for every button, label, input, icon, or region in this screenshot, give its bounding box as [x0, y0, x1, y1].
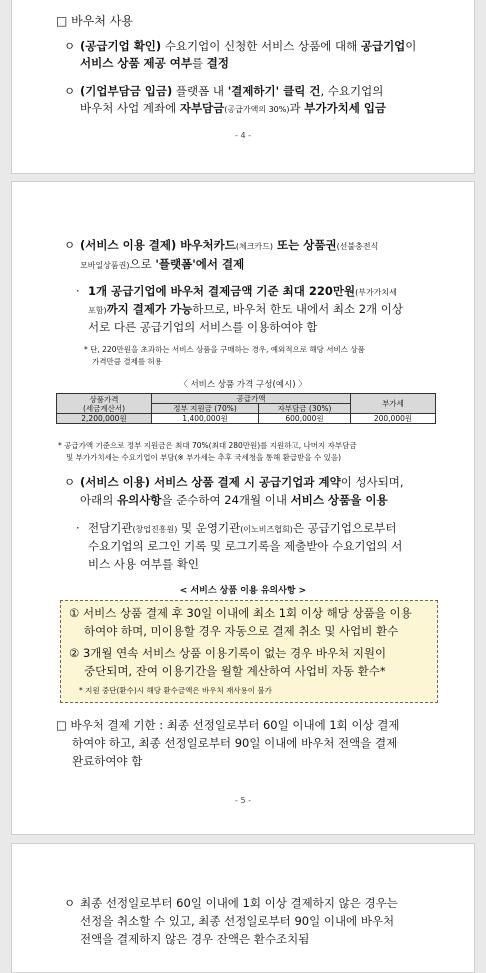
header-vat: 부가세	[351, 394, 436, 414]
bullet-mark: ㅇ	[64, 896, 76, 910]
page-number: - 4 -	[235, 131, 251, 140]
bullet-mark: ㅇ	[64, 238, 76, 252]
document-page-5	[11, 181, 475, 835]
table-caption: 〈 서비스 상품 가격 구성(예시) 〉	[179, 380, 307, 390]
notice-title: < 서비스 상품 이용 유의사항 >	[179, 586, 307, 596]
item-cancel-line3: 전액을 결제하지 않은 경우 잔액은 환수조치됨	[80, 932, 310, 946]
item-supplier-confirm-line2: 서비스 상품 제공 여부를 결정	[80, 56, 229, 70]
item-supplier-confirm-line1: ㅇ (공급기업 확인) 수요기업이 신청한 서비스 상품에 대해 공급기업이	[64, 39, 417, 53]
document-page-4	[11, 0, 475, 174]
sub-log-check-line3: 비스 사용 여부를 확인	[88, 557, 199, 571]
header-supply-value: 공급가액	[152, 394, 351, 404]
sub-payment-limit-line1: · 1개 공급기업에 바우처 결제금액 기준 최대 220만원(부가가치세	[76, 284, 397, 298]
price-composition-table	[56, 393, 436, 424]
sub-log-check-line2: 수요기업의 로그인 기록 및 로그기록을 제출받아 수요기업의 서	[88, 539, 403, 553]
section-payment-deadline-line2: 하여야 하고, 최종 선정일로부터 90일 이내에 바우처 전액을 결제	[72, 736, 398, 750]
item-deposit-line2: 바우처 사업 계좌에 자부담금(공급가액의 30%)과 부가가치세 입금	[80, 101, 387, 115]
note-support-line1: * 공급가액 기준으로 정부 지원금은 최대 70%(최대 280만원)를 지원하고, 나머지 자부담금	[58, 441, 357, 450]
value-vat: 200,000원	[351, 414, 436, 424]
note-support-line2: 및 부가가치세는 수요기업이 부담(※ 부가세는 추후 국세청을 통해 환급받을 수 있음)	[66, 453, 342, 462]
page-number: - 5 -	[235, 796, 251, 805]
item-deposit-line1: ㅇ (기업부담금 입금) 플랫폼 내 '결제하기' 클릭 건, 수요기업의	[64, 84, 384, 98]
notice-box	[60, 600, 438, 703]
value-product-price: 2,200,000원	[57, 414, 152, 424]
value-gov-support: 1,400,000원	[152, 414, 259, 424]
sub-bullet-mark: ·	[76, 284, 80, 298]
bullet-mark: ㅇ	[64, 39, 76, 53]
sub-bullet-mark: ·	[76, 521, 80, 535]
item-service-use-line2: 아래의 유의사항을 준수하여 24개월 이내 서비스 상품을 이용	[80, 493, 388, 507]
header-gov-support: 정부 지원금 (70%)	[152, 404, 259, 414]
sub-payment-limit-line2: 포함)까지 결제가 가능하므로, 바우처 한도 내에서 최소 2개 이상	[88, 302, 404, 316]
section-title-voucher-use: □ 바우처 사용	[56, 14, 133, 28]
header-self-pay: 자부담금 (30%)	[259, 404, 351, 414]
notice-item-2-line2: 중단되며, 잔여 이용기간을 월할 계산하여 사업비 자동 환수*	[84, 664, 386, 678]
item-payment-line1: ㅇ (서비스 이용 결제) 바우처카드(체크카드) 또는 상품권(선불충전식	[64, 238, 379, 252]
note-exception-line1: * 단, 220만원을 초과하는 서비스 상품을 구매하는 경우, 예외적으로 해당 서비스 상품	[84, 345, 365, 354]
header-product-price: 상품가격 (세금계산서)	[57, 394, 152, 414]
notice-footnote: * 지원 중단(환수)시 해당 환수금액은 바우처 재사용이 불가	[79, 686, 272, 695]
value-self-pay: 600,000원	[259, 414, 351, 424]
item-service-use-line1: ㅇ (서비스 이용) 서비스 상품 결제 시 공급기업과 계약이 성사되며,	[64, 475, 404, 489]
notice-item-2-line1: ② 3개월 연속 서비스 상품 이용기록이 없는 경우 바우처 지원이	[69, 646, 387, 660]
item-cancel-line1: ㅇ 최종 선정일로부터 60일 이내에 1회 이상 결제하지 않은 경우는	[64, 896, 398, 910]
note-exception-line2: 가격만큼 결제를 허용	[92, 357, 162, 366]
bullet-mark: ㅇ	[64, 84, 76, 98]
item-payment-line2: 모바일상품권)으로 '플랫폼'에서 결제	[80, 257, 245, 271]
item-cancel-line2: 선정을 취소할 수 있고, 최종 선정일로부터 90일 이내에 바우처	[80, 914, 395, 928]
document-page-6	[11, 843, 475, 973]
notice-item-1-line1: ① 서비스 상품 결제 후 30일 이내에 최소 1회 이상 해당 상품을 이용	[69, 606, 412, 620]
bullet-mark: ㅇ	[64, 475, 76, 489]
section-payment-deadline-line3: 완료하여야 함	[72, 754, 143, 768]
sub-log-check-line1: · 전담기관(창업진흥원) 및 운영기관(이노비즈협회)은 공급기업으로부터	[76, 521, 397, 535]
sub-payment-limit-line3: 서로 다른 공급기업의 서비스를 이용하여야 함	[88, 320, 318, 334]
section-payment-deadline-line1: □ 바우처 결제 기한 : 최종 선정일로부터 60일 이내에 1회 이상 결제	[56, 718, 400, 732]
notice-item-1-line2: 하여야 하며, 미이용할 경우 자동으로 결제 취소 및 사업비 환수	[84, 624, 399, 638]
